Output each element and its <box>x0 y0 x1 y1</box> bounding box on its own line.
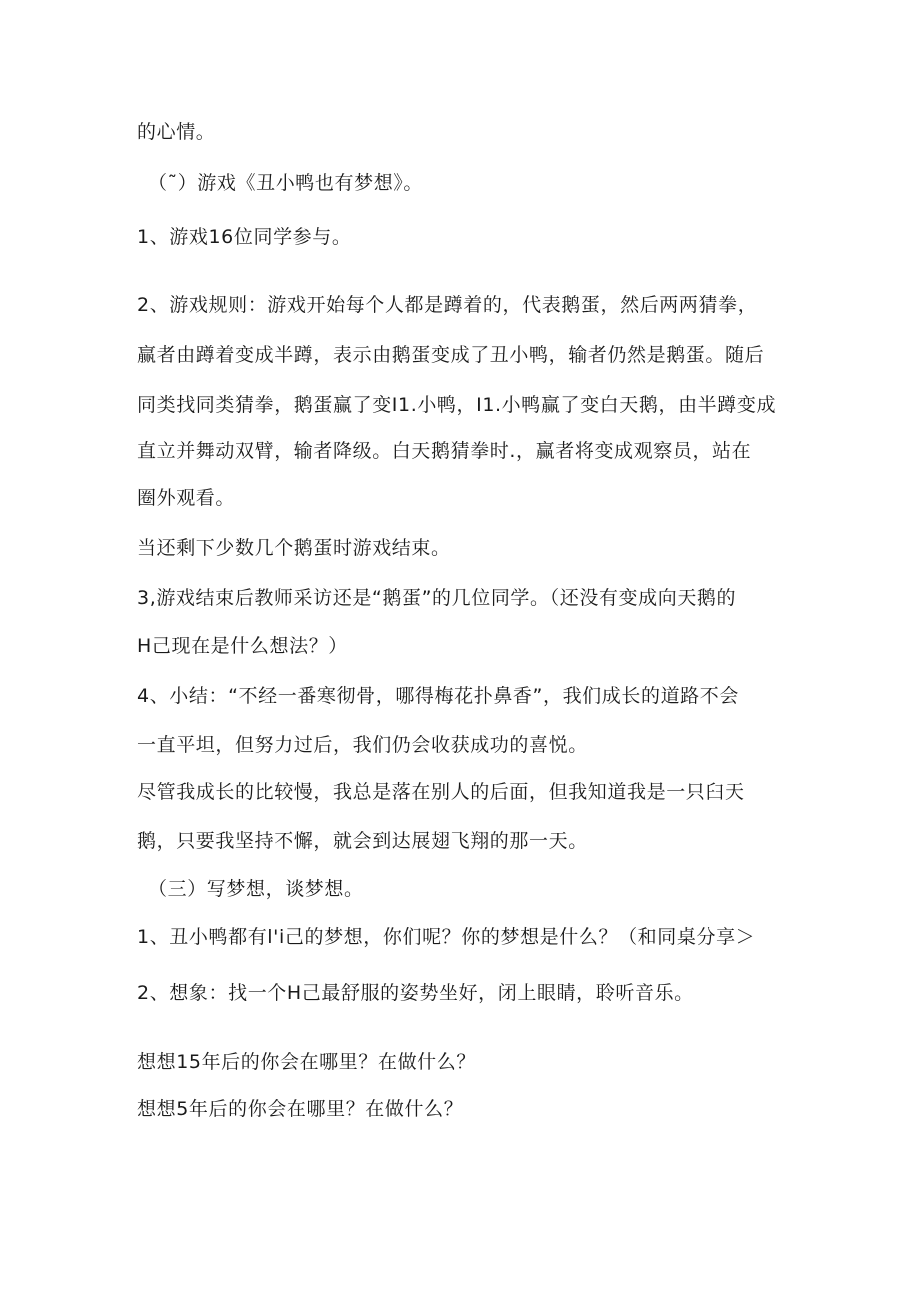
text-line-11: H己现在是什么想法？） <box>137 635 348 657</box>
text-line-14: 尽管我成长的比较慢，我总是落在别人的后面，但我知道我是一只臼天 <box>137 781 745 803</box>
text-line-4: 2、游戏规则：游戏开始每个人都是蹲着的，代表鹅蛋，然后两两猜拳， <box>137 294 758 316</box>
text-line-7: 直立并舞动双臂，输者降级。白天鹅猜拳时.，赢者将变成观察员，站在 <box>137 440 752 462</box>
section-heading-3: （三）写梦想，谈梦想。 <box>148 878 364 900</box>
text-line-18: 2、想象：找一个H己最舒服的姿势坐好，闭上眼睛，聆听音乐。 <box>137 982 694 1004</box>
text-line-1: 的心情。 <box>137 121 216 143</box>
text-line-8: 圈外观看。 <box>137 487 236 509</box>
text-line-15: 鹅，只要我坚持不懈，就会到达展翅飞翔的那一天。 <box>137 830 588 852</box>
text-line-20: 想想5年后的你会在哪里？在做什么？ <box>137 1098 464 1120</box>
text-line-17: 1、丑小鸭都有l'i己的梦想，你们呢？你的梦想是什么？（和同桌分享＞ <box>137 926 756 948</box>
text-line-9: 当还剩下少数几个鹅蛋时游戏结束。 <box>137 537 451 559</box>
text-line-5: 赢者由蹲着变成半蹲，表示由鹅蛋变成了丑小鸭，输者仍然是鹅蛋。随后 <box>137 344 765 366</box>
section-heading-2: （˜）游戏《丑小鸭也有梦想》。 <box>148 172 424 194</box>
text-line-10: 3,游戏结束后教师采访还是“鹅蛋”的几位同学。（还没有变成向天鹅的 <box>137 587 737 609</box>
text-line-6: 同类找同类猜拳，鹅蛋赢了变I1.小鸭，I1.小鸭赢了变白天鹅，由半蹲变成 <box>137 394 777 416</box>
text-line-13: 一直平坦，但努力过后，我们仍会收获成功的喜悦。 <box>137 734 588 756</box>
text-line-19: 想想15年后的你会在哪里？在做什么？ <box>137 1051 476 1073</box>
text-line-12: 4、小结：“不经一番寒彻骨，哪得梅花扑鼻香”，我们成长的道路不会 <box>137 685 739 707</box>
text-line-3: 1、游戏16位同学参与。 <box>137 226 352 248</box>
